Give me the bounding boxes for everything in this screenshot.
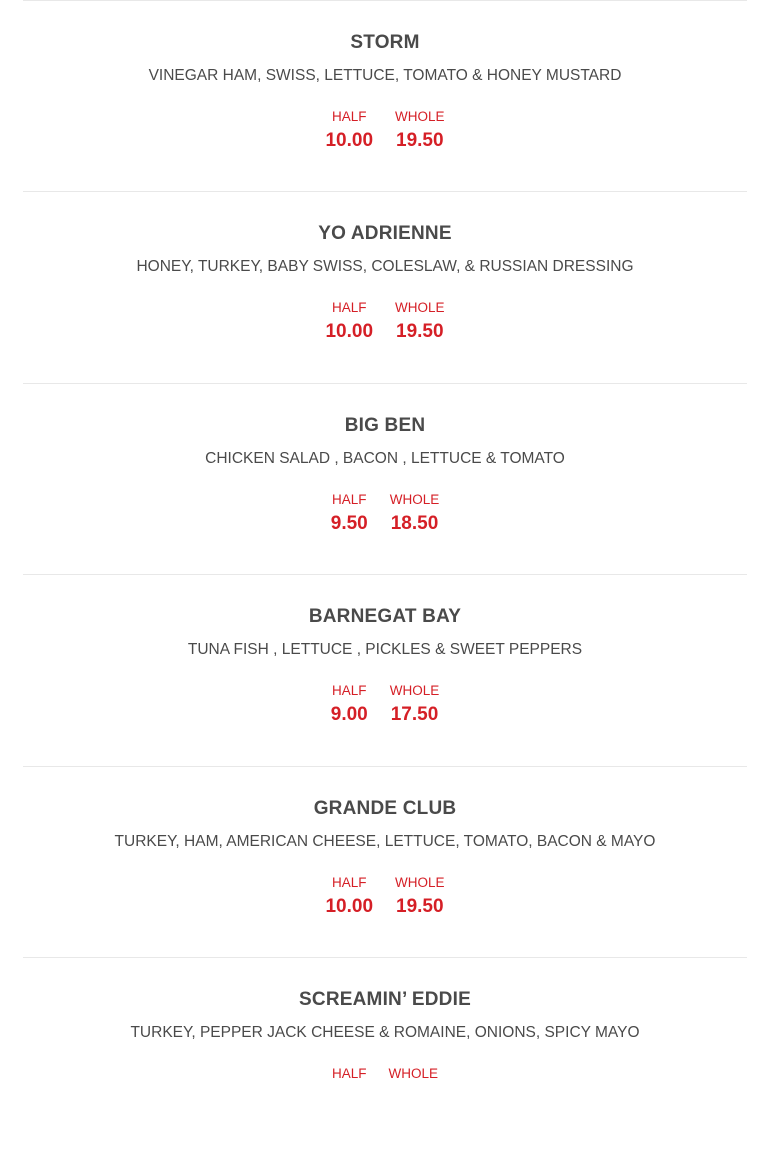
item-name: STORM (350, 31, 420, 53)
whole-price-column (395, 105, 445, 153)
menu-item (0, 192, 770, 384)
menu-item (0, 384, 770, 576)
whole-price-column (390, 679, 440, 727)
price-group (0, 1062, 770, 1086)
whole-price-column (395, 871, 445, 919)
whole-price: 19.50 (396, 895, 444, 917)
whole-label: WHOLE (395, 874, 445, 890)
item-description: TURKEY, HAM, AMERICAN CHEESE, LETTUCE, TOMATO, BACON & MAYO (114, 832, 656, 850)
whole-price-column (390, 488, 440, 536)
whole-price: 18.50 (390, 512, 439, 534)
half-price: 10.00 (325, 895, 374, 917)
half-price: 10.00 (325, 321, 374, 342)
whole-label: WHOLE (389, 683, 440, 698)
half-price-column (325, 105, 373, 153)
price-group (0, 488, 770, 536)
price-group (0, 296, 770, 344)
menu-item (0, 1, 770, 193)
whole-price-column (389, 1062, 439, 1086)
item-description: HONEY, TURKEY, BABY SWISS, COLESLAW, & RUSSIAN DRESSING (136, 258, 634, 275)
menu-item (0, 958, 770, 1150)
whole-price: 19.50 (396, 129, 444, 151)
whole-price-column (395, 296, 445, 344)
price-group (0, 871, 770, 919)
half-price-column (325, 296, 373, 344)
menu-item (0, 575, 770, 767)
item-description: CHICKEN SALAD , BACON , LETTUCE & TOMATO (205, 449, 565, 467)
half-price-column (331, 679, 368, 727)
half-label: HALF (331, 874, 367, 890)
item-name: GRANDE CLUB (313, 797, 457, 819)
half-price: 9.50 (330, 512, 368, 534)
half-price-column (332, 1062, 367, 1086)
item-name: SCREAMIN’ EDDIE (299, 989, 471, 1010)
half-label: HALF (331, 491, 367, 507)
item-description: VINEGAR HAM, SWISS, LETTUCE, TOMATO & HONEY MUSTARD (148, 66, 622, 84)
item-description: TURKEY, PEPPER JACK CHEESE & ROMAINE, ONIONS, SPICY MAYO (130, 1024, 640, 1041)
half-price: 9.00 (330, 704, 368, 725)
whole-price: 17.50 (390, 704, 439, 725)
item-description: TUNA FISH , LETTUCE , PICKLES & SWEET PEPPERS (187, 641, 583, 658)
half-label: HALF (331, 108, 367, 124)
item-name: YO ADRIENNE (318, 223, 452, 244)
menu-item (0, 767, 770, 959)
price-group (0, 105, 770, 153)
whole-label: WHOLE (395, 300, 445, 315)
item-name: BARNEGAT BAY (308, 606, 462, 627)
half-price: 10.00 (325, 129, 374, 151)
whole-label: WHOLE (388, 1066, 439, 1081)
half-label: HALF (331, 300, 367, 315)
item-name: BIG BEN (344, 414, 426, 436)
whole-label: WHOLE (395, 108, 445, 124)
half-price-column (325, 871, 373, 919)
price-group (0, 679, 770, 727)
whole-price: 19.50 (396, 321, 444, 342)
half-label: HALF (331, 1066, 367, 1081)
half-label: HALF (331, 683, 367, 698)
half-price-column (331, 488, 368, 536)
whole-label: WHOLE (389, 491, 440, 507)
